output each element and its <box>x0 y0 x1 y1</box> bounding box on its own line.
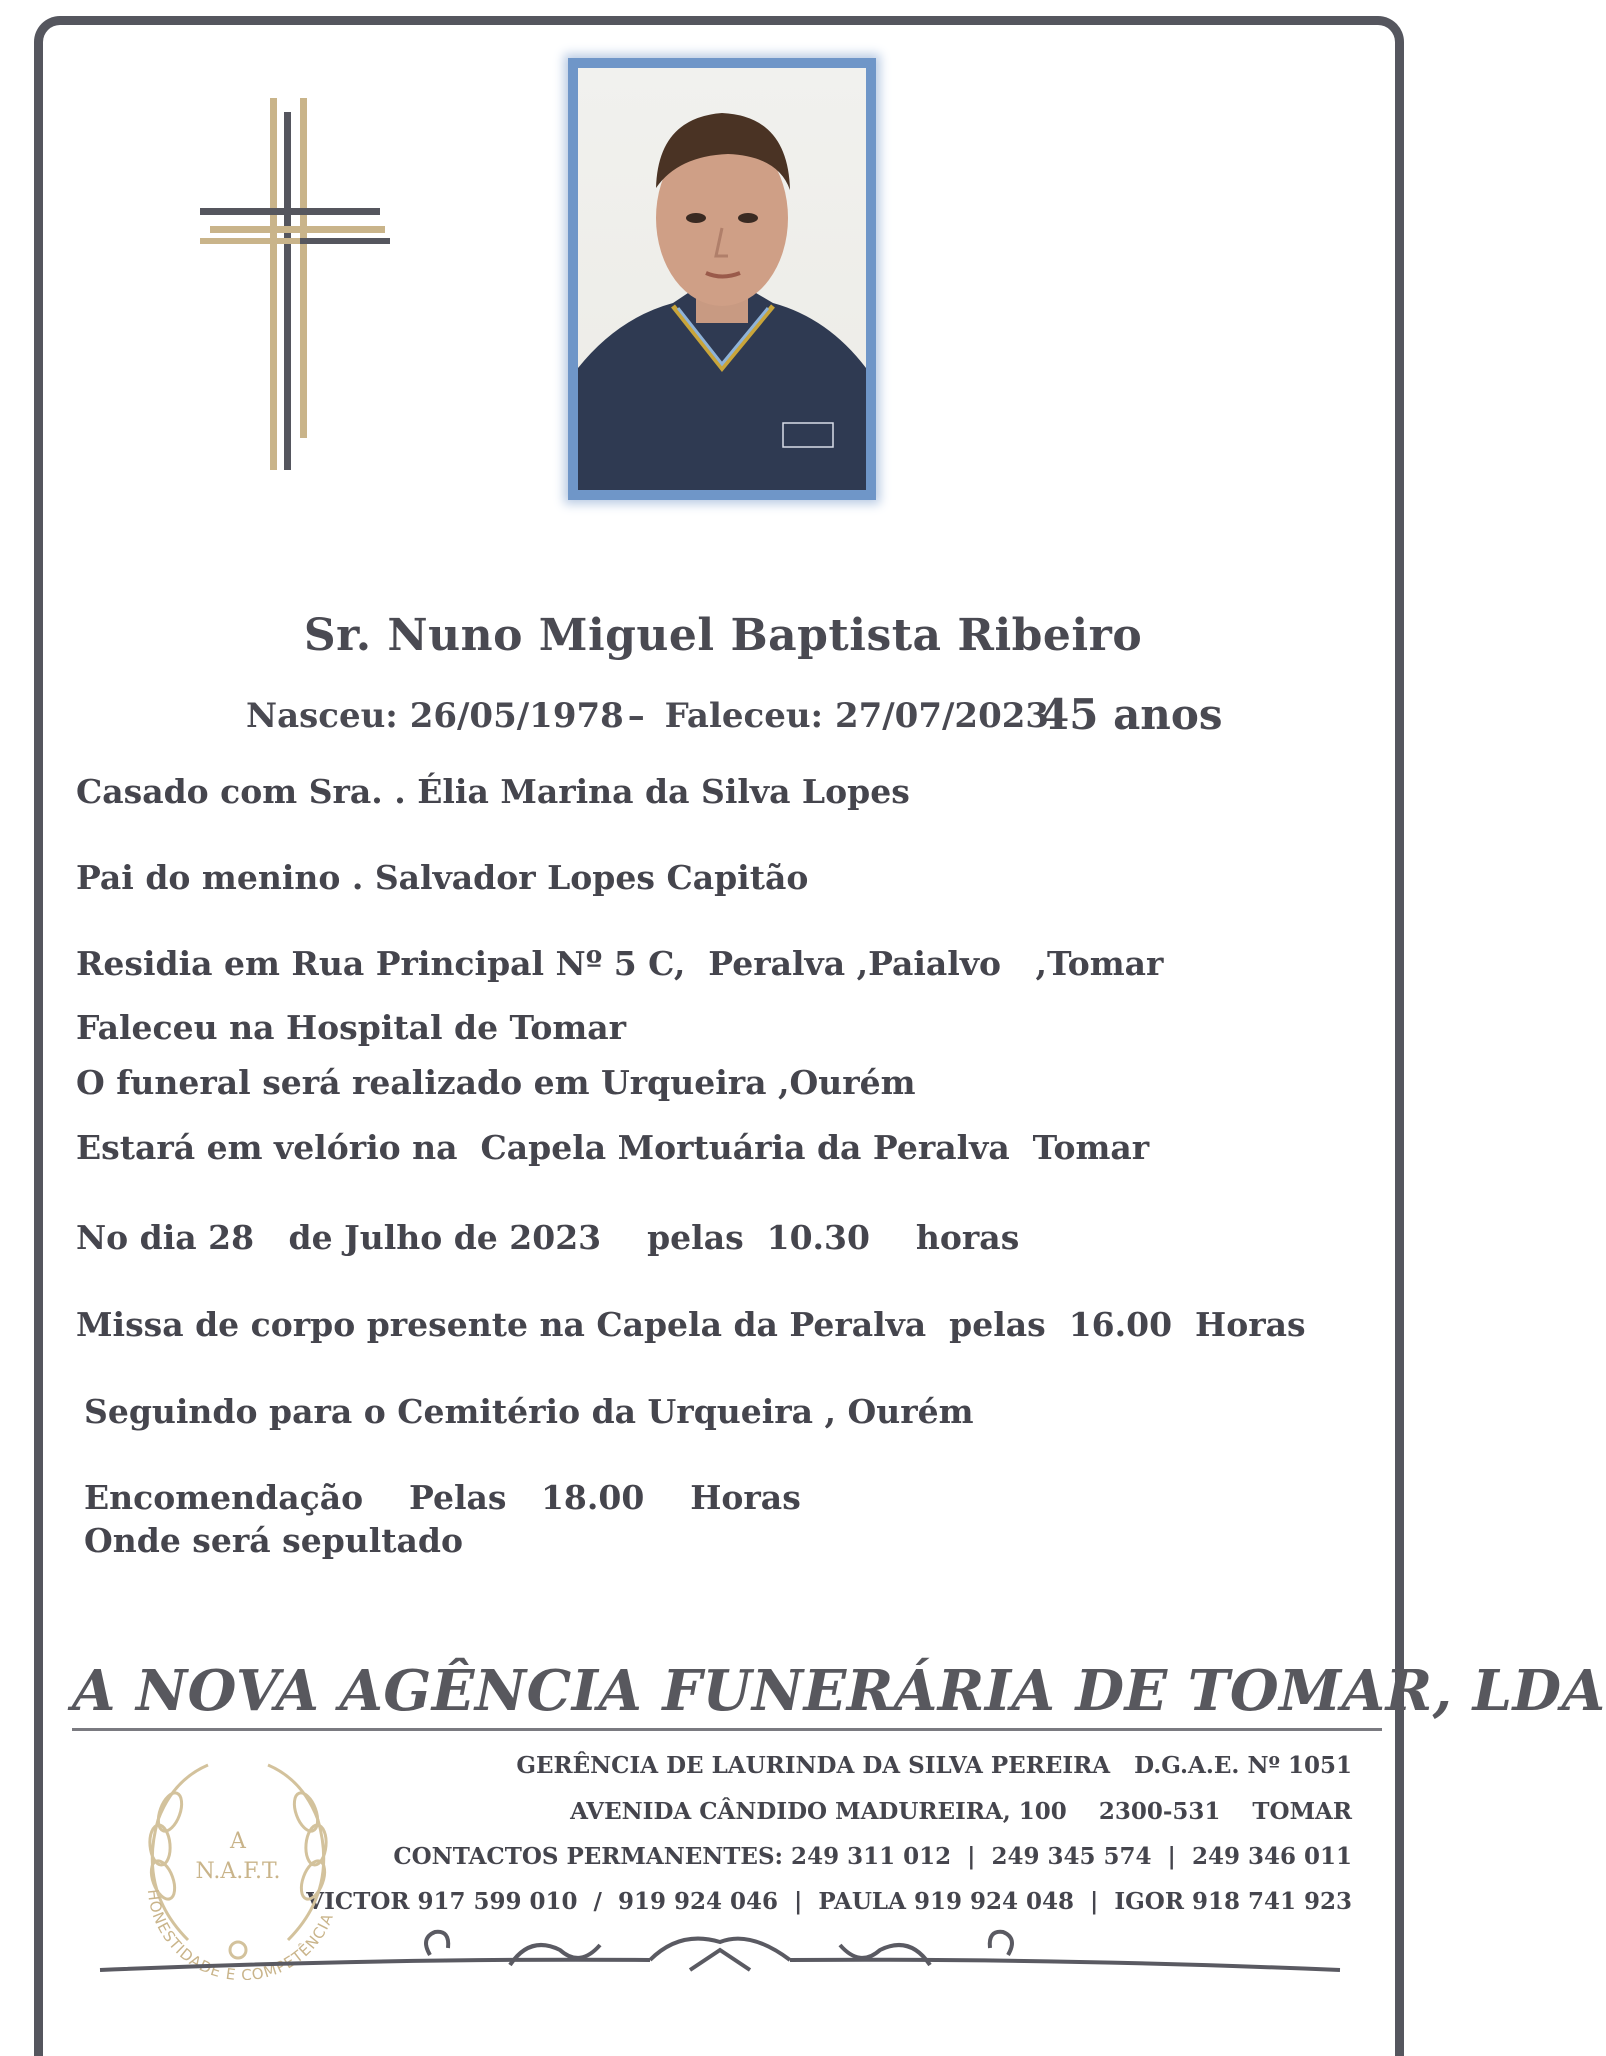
age: 45 anos <box>1040 690 1223 739</box>
mass-line: Missa de corpo presente na Capela da Peralva pelas 16.00 Horas <box>76 1305 1306 1344</box>
agency-underline <box>72 1728 1382 1731</box>
child-line: Pai do menino . Salvador Lopes Capitão <box>76 858 809 897</box>
burial-line: Onde será sepultado <box>84 1521 464 1560</box>
seal-motto: HONESTIDADE E COMPETÊNCIA <box>143 1888 338 1980</box>
cross-icon <box>200 98 390 470</box>
agency-address: AVENIDA CÂNDIDO MADUREIRA, 100 2300-531 TOMAR <box>570 1798 1352 1825</box>
agency-phones: VICTOR 917 599 010 / 919 924 046 | PAULA 919 924 048 | IGOR 918 741 923 <box>306 1888 1352 1915</box>
commendation-line: Encomendação Pelas 18.00 Horas <box>84 1478 801 1517</box>
date-separator: – <box>627 696 645 736</box>
spouse-line: Casado com Sra. . Élia Marina da Silva Lopes <box>76 772 910 811</box>
date-time-line: No dia 28 de Julho de 2023 pelas 10.30 horas <box>76 1218 1020 1257</box>
life-dates <box>246 696 1049 736</box>
born-date: 26/05/1978 <box>409 696 624 736</box>
procession-line: Seguindo para o Cemitério da Urqueira , Ourém <box>84 1392 974 1431</box>
deceased-name: Sr. Nuno Miguel Baptista Ribeiro <box>303 610 1143 661</box>
died-label: Faleceu: <box>664 696 824 736</box>
death-place-line: Faleceu na Hospital de Tomar <box>76 1008 627 1047</box>
wake-line: Estará em velório na Capela Mortuária da Peralva Tomar <box>76 1128 1150 1167</box>
agency-management: GERÊNCIA DE LAURINDA DA SILVA PEREIRA D.G.A.E. Nº 1051 <box>516 1752 1352 1779</box>
agency-contacts: CONTACTOS PERMANENTES: 249 311 012 | 249 345 574 | 249 346 011 <box>393 1843 1352 1870</box>
seal-top-letter: A <box>230 1829 246 1854</box>
agency-name: A NOVA AGÊNCIA FUNERÁRIA DE TOMAR, LDA <box>72 1658 1606 1724</box>
seal-initials: N.A.F.T. <box>195 1859 281 1884</box>
residence-line: Residia em Rua Principal Nº 5 C, Peralva ,Paialvo ,Tomar <box>76 944 1164 983</box>
portrait-photo <box>578 68 866 490</box>
born-label: Nasceu: <box>246 696 398 736</box>
funeral-line: O funeral será realizado em Urqueira ,Ourém <box>76 1063 916 1102</box>
portrait-frame <box>568 58 876 500</box>
decorative-flourish <box>90 1920 1350 1990</box>
died-date: 27/07/2023 <box>834 696 1050 736</box>
